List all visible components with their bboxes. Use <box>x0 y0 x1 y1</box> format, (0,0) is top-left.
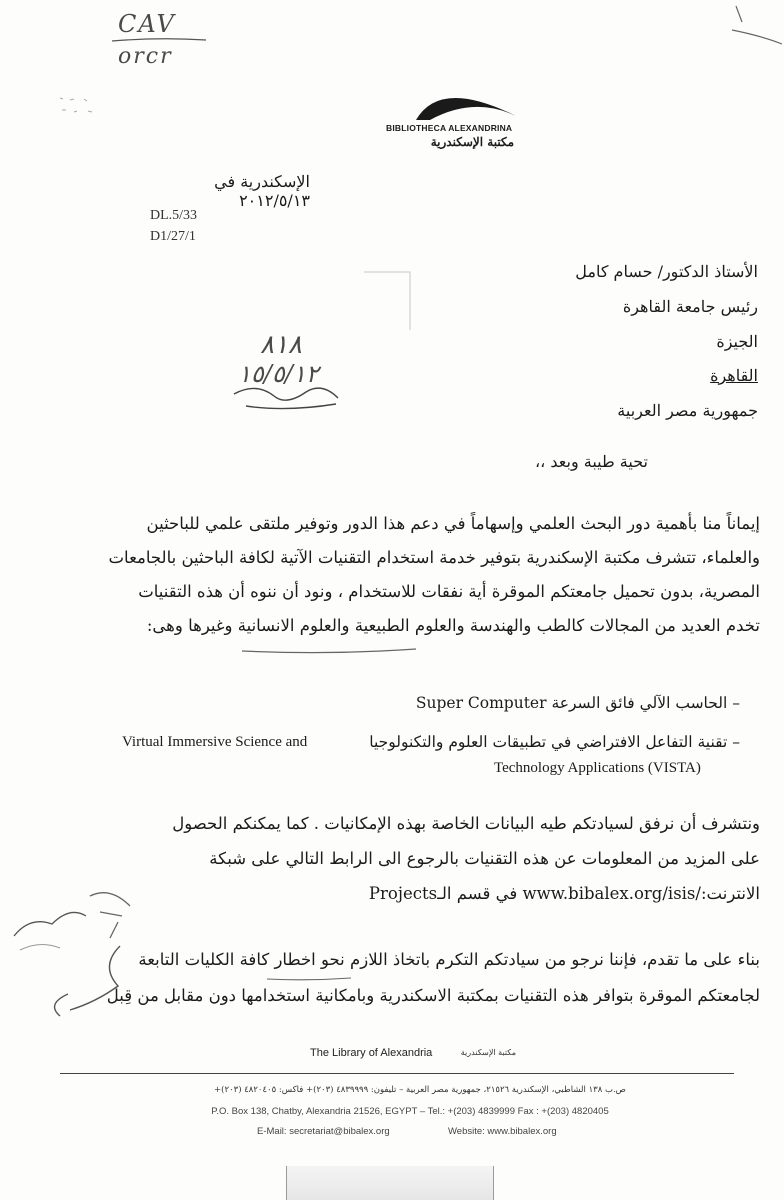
recipient-title: رئيس جامعة القاهرة <box>622 297 758 316</box>
handwritten-underline-fields <box>240 645 420 657</box>
paragraph-1-line-1: إيماناً منا بأهمية دور البحث العلمي وإسهاماً في دعم هذا الدور وتوفير ملتقى علمي للباحثين <box>146 514 760 533</box>
faint-stamp-box <box>360 268 416 336</box>
logo-name-en: BIBLIOTHECA ALEXANDRINA <box>386 123 513 133</box>
paragraph-2-line-3: الانترنت:/www.bibalex.org/isis في قسم الـProjects <box>368 884 760 903</box>
reference-2: D1/27/1 <box>150 229 196 244</box>
handwritten-incoming-number: ٨١٨ <box>260 330 302 360</box>
footer-website: Website: www.bibalex.org <box>448 1126 557 1137</box>
bullet-vista-english-2: Technology Applications (VISTA) <box>494 760 701 776</box>
greeting: تحية طيبة وبعد ،، <box>534 452 648 471</box>
paragraph-1-line-2: والعلماء، تتشرف مكتبة الإسكندرية بتوفير خدمة استخدام التقنيات الآتية لكافة الباحثين بالجامعات <box>108 548 760 567</box>
bullet-vista-english-1: Virtual Immersive Science and <box>122 734 308 750</box>
paragraph-1-line-3: المصرية، بدون تحميل جامعتكم الموقرة أية نفقات للاستخدام ، ونود أن ننوه أن هذه التقنيات <box>138 582 760 601</box>
handwritten-underline-action <box>265 975 355 983</box>
footer-title-en: The Library of Alexandria <box>310 1047 433 1059</box>
bullet-vista-arabic: – تقنية التفاعل الافتراضي في تطبيقات العلوم والتكنولوجيا <box>369 733 740 751</box>
corner-mark-icon <box>722 0 784 50</box>
paragraph-3-line-1: بناء على ما تقدم، فإننا نرجو من سيادتكم التكرم باتخاذ اللازم نحو اخطار كافة الكليات التابعة <box>138 950 760 969</box>
paragraph-3-line-2: لجامعتكم الموقرة بتوافر هذه التقنيات بمكتبة الاسكندرية وبامكانية استخدامها دون مقابل من قِبل <box>106 986 760 1005</box>
handwritten-signature-scribble <box>226 378 356 414</box>
bibliotheca-logo-icon <box>410 76 522 126</box>
bullet-super-computer: – الحاسب الآلي فائق السرعة Super Computer <box>415 694 740 712</box>
recipient-city: الجيزة <box>716 332 758 351</box>
scan-artifact-tab <box>286 1166 494 1200</box>
footer-email: E-Mail: secretariat@bibalex.org <box>257 1126 390 1137</box>
footer-address-ar: ص.ب ١٣٨ الشاطبي، الإسكندرية ٢١٥٢٦، جمهورية مصر العربية – تليفون: ٤٨٣٩٩٩٩ (٢٠٣)+ فاكس: ٤٨٢٠٤٠٥ (٢٠٣)+ <box>214 1085 626 1095</box>
faint-scribble <box>0 90 110 120</box>
paragraph-2-line-2: على المزيد من المعلومات عن هذه التقنيات بالرجوع الى الرابط التالي على شبكة <box>209 849 760 868</box>
logo-name-ar: مكتبة الإسكندرية <box>430 135 514 149</box>
paragraph-2-line-1: ونتشرف أن نرفق لسيادتكم طيه البيانات الخاصة بهذه الإمكانيات . كما يمكنكم الحصول <box>172 814 760 833</box>
recipient-governorate: القاهرة <box>710 366 758 385</box>
reference-1: DL.5/33 <box>150 208 198 223</box>
handwritten-incoming-date: ١٥/٥/١٢ <box>238 360 319 388</box>
recipient-name: الأستاذ الدكتور/ حسام كامل <box>575 262 758 281</box>
handwritten-note-bottom: orcr <box>118 44 173 69</box>
paragraph-1-line-4: تخدم العديد من المجالات كالطب والهندسة والعلوم الطبيعية والعلوم الانسانية وغيرها وهى: <box>146 616 760 635</box>
footer-divider <box>60 1073 734 1074</box>
footer-address-en: P.O. Box 138, Chatby, Alexandria 21526, EGYPT – Tel.: +(203) 4839999 Fax : +(203) 4820405 <box>211 1106 609 1117</box>
letter-date: الإسكندرية في ٢٠١٢/٥/١٣ <box>214 172 310 210</box>
footer-title-ar: مكتبة الإسكندرية <box>460 1048 516 1057</box>
handwritten-underline <box>110 36 210 44</box>
recipient-country: جمهورية مصر العربية <box>617 401 758 420</box>
handwritten-note-top: CAV <box>118 10 176 38</box>
